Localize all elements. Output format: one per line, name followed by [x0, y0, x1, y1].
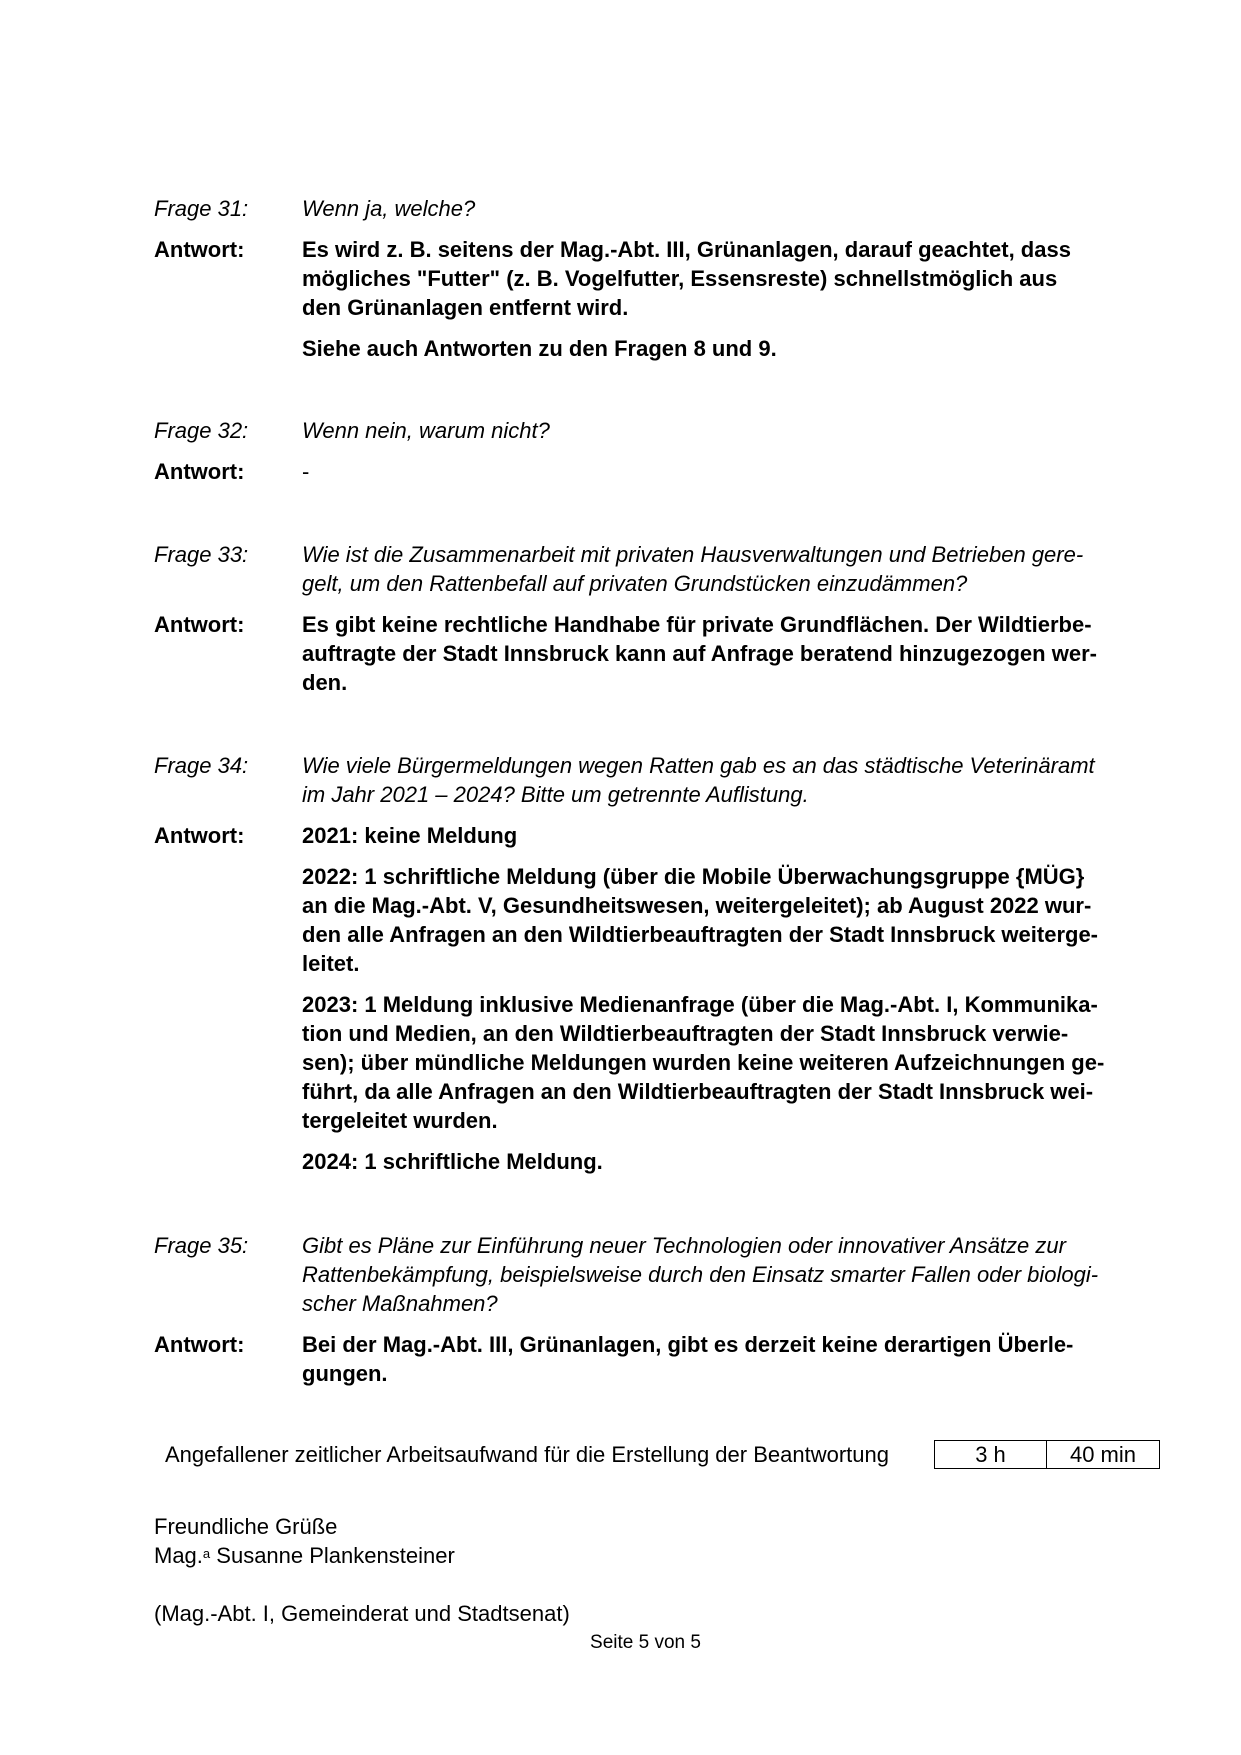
name-prefix: Mag. [154, 1543, 203, 1568]
text-line: scher Maßnahmen? [302, 1291, 498, 1316]
answer-paragraph [302, 862, 1144, 978]
effort-hours-box [934, 1440, 1047, 1469]
text-line: führt, da alle Anfragen an den Wildtierbeauftragten der Stadt Innsbruck wei- [302, 1079, 1094, 1104]
question-text [302, 1231, 1144, 1318]
text-line: sen); über mündliche Meldungen wurden keine weiteren Aufzeichnungen ge- [302, 1050, 1105, 1075]
text-line: Siehe auch Antworten zu den Fragen 8 und 9. [302, 336, 777, 361]
qa-block-34 [154, 751, 1144, 1176]
question-row [154, 1231, 1144, 1318]
answer-paragraph [302, 235, 1144, 322]
answer-label: Antwort: [154, 823, 245, 848]
answer-label: Antwort: [154, 1332, 245, 1357]
qa-block-31 [154, 194, 1144, 363]
effort-minutes-value: 40 min [1069, 1442, 1137, 1467]
question-row [154, 194, 1144, 223]
answer-text [302, 235, 1144, 363]
question-text [302, 751, 1144, 809]
question-label: Frage 33: [154, 542, 249, 567]
text-line: Wenn nein, warum nicht? [302, 418, 550, 443]
question-row [154, 540, 1144, 598]
text-line: 2021: keine Meldung [302, 823, 518, 848]
text-line: im Jahr 2021 – 2024? Bitte um getrennte Auflistung. [302, 782, 809, 807]
answer-row [154, 235, 1144, 363]
question-label: Frage 35: [154, 1233, 249, 1258]
effort-label: Angefallener zeitlicher Arbeitsaufwand für die Erstellung der Beantwortung [165, 1442, 889, 1467]
page-number: Seite 5 von 5 [590, 1632, 701, 1653]
closing-block [154, 1512, 854, 1570]
qa-block-32 [154, 416, 1144, 486]
text-line: tergeleitet wurden. [302, 1108, 498, 1133]
text-line: mögliches "Futter" (z. B. Vogelfutter, Essensreste) schnellstmöglich aus [302, 266, 1058, 291]
answer-row [154, 457, 1144, 486]
text-line: gelt, um den Rattenbefall auf privaten Grundstücken einzudämmen? [302, 571, 968, 596]
question-text [302, 540, 1144, 598]
name-superscript: a [202, 1546, 211, 1561]
question-row [154, 751, 1144, 809]
text-line: tion und Medien, an den Wildtierbeauftragten der Stadt Innsbruck verwie- [302, 1021, 1069, 1046]
effort-hours-value: 3 h [975, 1442, 1006, 1467]
answer-label: Antwort: [154, 612, 245, 637]
text-line: Es wird z. B. seitens der Mag.-Abt. III, Grünanlagen, darauf geachtet, dass [302, 237, 1071, 262]
answer-paragraph [302, 1147, 1144, 1176]
text-line: den alle Anfragen an den Wildtierbeauftragten der Stadt Innsbruck weiterge- [302, 922, 1099, 947]
text-line: Wie ist die Zusammenarbeit mit privaten Hausverwaltungen und Betrieben gere- [302, 542, 1084, 567]
text-line: 2022: 1 schriftliche Meldung (über die Mobile Überwachungsgruppe {MÜG} [302, 864, 1085, 889]
text-line: den. [302, 670, 348, 695]
question-text [302, 194, 1144, 223]
answer-text [302, 610, 1144, 697]
effort-minutes-box [1047, 1440, 1160, 1469]
answer-row [154, 821, 1144, 1176]
text-line: auftragte der Stadt Innsbruck kann auf Anfrage beratend hinzugezogen wer- [302, 641, 1097, 666]
answer-paragraph [302, 821, 1144, 850]
qa-block-35 [154, 1231, 1144, 1388]
text-line: Wie viele Bürgermeldungen wegen Ratten gab es an das städtische Veterinäramt [302, 753, 1095, 778]
text-line: Gibt es Pläne zur Einführung neuer Technologien oder innovativer Ansätze zur [302, 1233, 1066, 1258]
question-label: Frage 34: [154, 753, 249, 778]
answer-label: Antwort: [154, 459, 245, 484]
text-line: 2023: 1 Meldung inklusive Medienanfrage (über die Mag.-Abt. I, Kommunika- [302, 992, 1098, 1017]
question-label: Frage 32: [154, 418, 249, 443]
question-label: Frage 31: [154, 196, 249, 221]
department: (Mag.-Abt. I, Gemeinderat und Stadtsenat) [154, 1601, 570, 1626]
answer-row [154, 1330, 1144, 1388]
greeting: Freundliche Grüße [154, 1514, 338, 1539]
text-line: an die Mag.-Abt. V, Gesundheitswesen, weitergeleitet); ab August 2022 wur- [302, 893, 1092, 918]
text-line: gungen. [302, 1361, 388, 1386]
answer-paragraph [302, 990, 1144, 1135]
answer-row [154, 610, 1144, 697]
text-line: Rattenbekämpfung, beispielsweise durch den Einsatz smarter Fallen oder biologi- [302, 1262, 1099, 1287]
answer-paragraph [302, 334, 1144, 363]
answer-text [302, 821, 1144, 1176]
text-line: leitet. [302, 951, 360, 976]
name-text: Susanne Plankensteiner [216, 1543, 455, 1568]
answer-text [302, 1330, 1144, 1388]
text-line: Bei der Mag.-Abt. III, Grünanlagen, gibt es derzeit keine derartigen Überle- [302, 1332, 1074, 1357]
answer-label: Antwort: [154, 237, 245, 262]
text-line: 2024: 1 schriftliche Meldung. [302, 1149, 603, 1174]
answer-text [302, 457, 1144, 486]
question-row [154, 416, 1144, 445]
qa-block-33 [154, 540, 1144, 697]
text-line: den Grünanlagen entfernt wird. [302, 295, 629, 320]
effort-row [165, 1439, 1165, 1470]
signatory-name [154, 1541, 854, 1570]
question-text [302, 416, 1144, 445]
text-line: Es gibt keine rechtliche Handhabe für private Grundflächen. Der Wildtierbe- [302, 612, 1092, 637]
text-line: Wenn ja, welche? [302, 196, 476, 221]
text-line: - [302, 459, 310, 484]
